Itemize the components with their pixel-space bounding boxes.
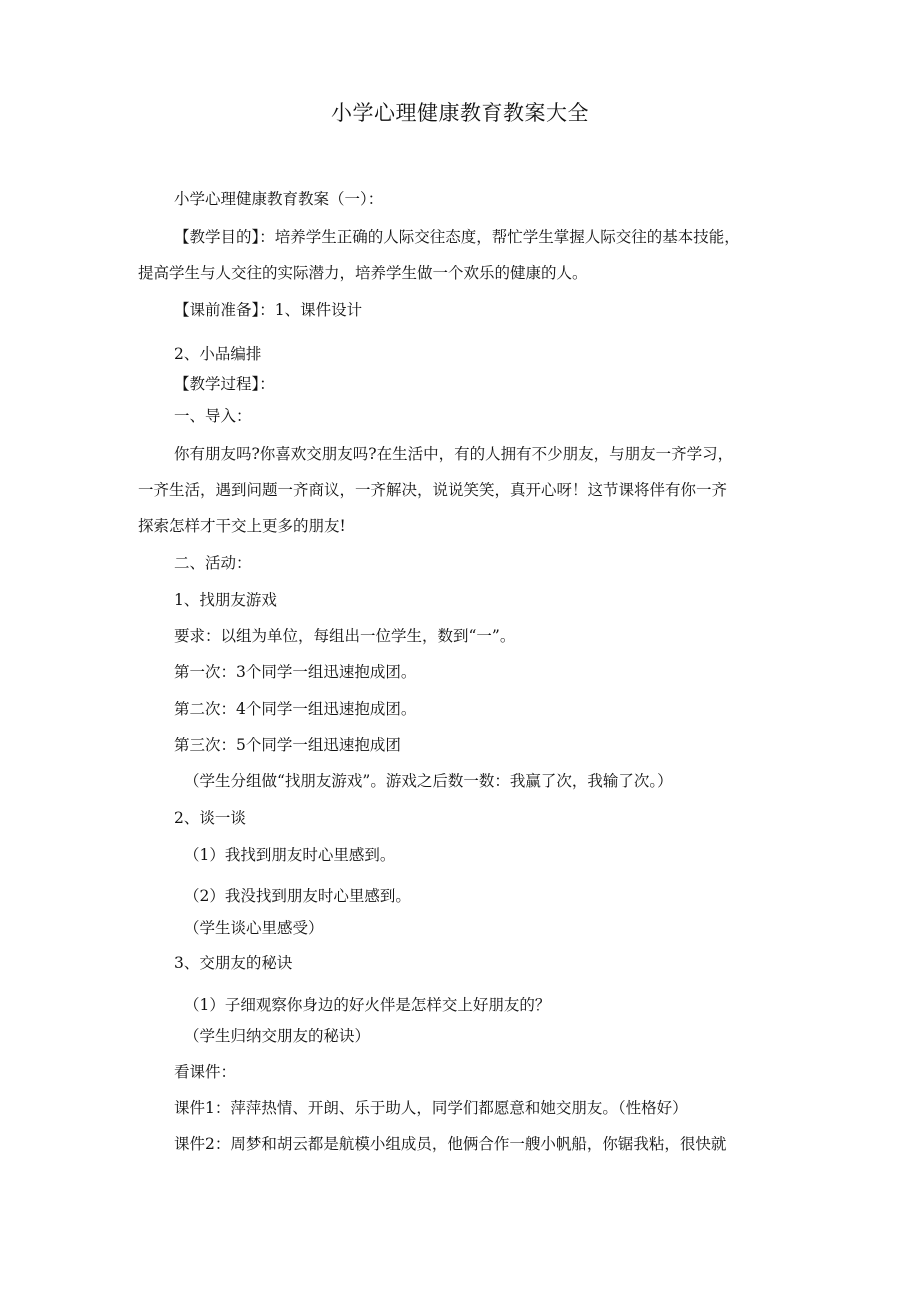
paragraph-line: 一、导入： bbox=[174, 407, 252, 425]
document-title: 小学心理健康教育教案大全 bbox=[331, 101, 589, 125]
paragraph-line: 【教学过程】： bbox=[174, 375, 275, 393]
paragraph-line: 2、小品编排 bbox=[174, 345, 262, 363]
paragraph-line: 二、活动： bbox=[174, 554, 252, 572]
paragraph-line: 课件2：周梦和胡云都是航模小组成员，他俩合作一艘小帆船，你锯我粘，很快就 bbox=[174, 1135, 727, 1153]
paragraph-line: 【课前准备】：1、课件设计 bbox=[174, 301, 363, 319]
paragraph-line: 2、谈一谈 bbox=[174, 809, 246, 827]
paragraph-line: 一齐生活，遇到问题一齐商议，一齐解决，说说笑笑，真开心呀！这节课将伴有你一齐 bbox=[138, 481, 728, 499]
paragraph-line: 第一次：3个同学一组迅速抱成团。 bbox=[174, 663, 417, 681]
paragraph-line: 课件1：萍萍热情、开朗、乐于助人，同学们都愿意和她交朋友。（性格好） bbox=[174, 1099, 688, 1117]
paragraph-line: （1）我找到朋友时心里感到。 bbox=[184, 846, 396, 864]
section-heading: 小学心理健康教育教案（一）： bbox=[174, 190, 384, 208]
paragraph-line: 提高学生与人交往的实际潜力，培养学生做一个欢乐的健康的人。 bbox=[138, 264, 588, 282]
paragraph-line: （学生谈心里感受） bbox=[184, 919, 324, 937]
paragraph-line: 第二次：4个同学一组迅速抱成团。 bbox=[174, 700, 417, 718]
paragraph-line: 探索怎样才干交上更多的朋友! bbox=[138, 517, 346, 535]
paragraph-line: 看课件： bbox=[174, 1063, 237, 1081]
paragraph-line: 1、找朋友游戏 bbox=[174, 591, 277, 609]
paragraph-line: 你有朋友吗?你喜欢交朋友吗?在生活中，有的人拥有不少朋友，与朋友一齐学习， bbox=[174, 445, 734, 463]
paragraph-line: 要求：以组为单位，每组出一位学生，数到“一”。 bbox=[174, 627, 516, 645]
paragraph-line: （学生分组做“找朋友游戏”。游戏之后数一数：我赢了次，我输了次。） bbox=[184, 772, 673, 790]
paragraph-line: 【教学目的】：培养学生正确的人际交往态度，帮忙学生掌握人际交往的基本技能， bbox=[174, 228, 740, 246]
paragraph-line: 第三次：5个同学一组迅速抱成团 bbox=[174, 736, 401, 754]
paragraph-line: （2）我没找到朋友时心里感到。 bbox=[184, 887, 411, 905]
paragraph-line: （1）子细观察你身边的好火伴是怎样交上好朋友的？ bbox=[184, 996, 551, 1014]
paragraph-line: 3、交朋友的秘诀 bbox=[174, 954, 293, 972]
paragraph-line: （学生归纳交朋友的秘诀） bbox=[184, 1027, 371, 1045]
